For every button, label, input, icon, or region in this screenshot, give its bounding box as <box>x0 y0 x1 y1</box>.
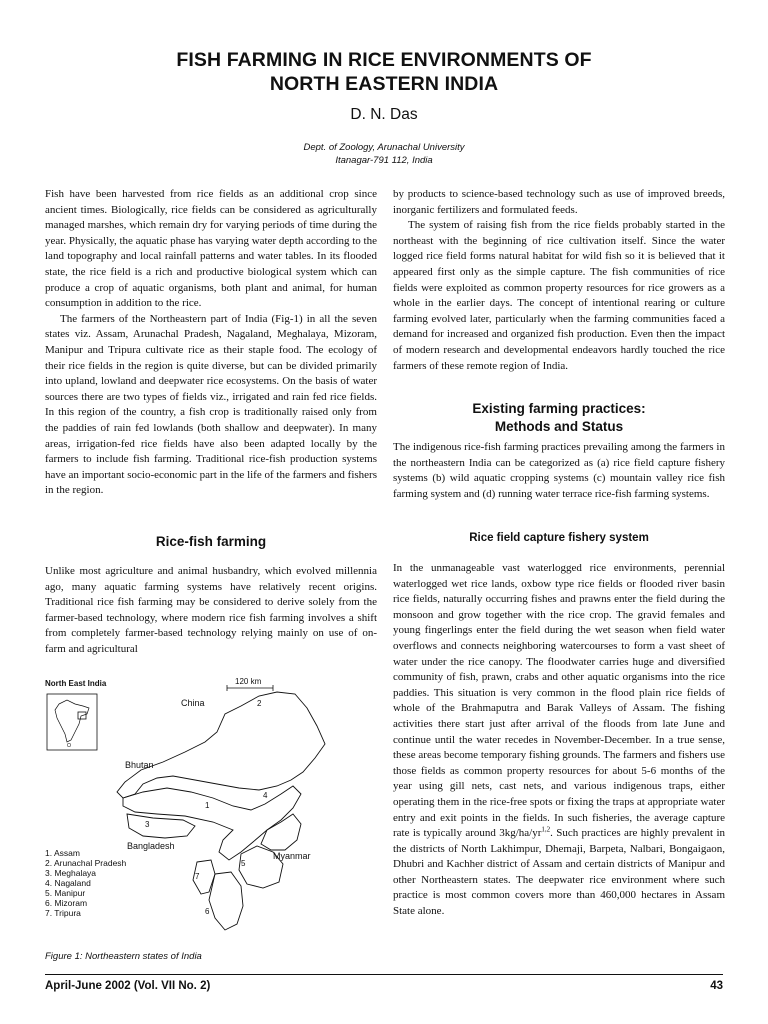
paragraph-4-part-2: . Such practices are highly prevalent in the districts of North Lakhimpur, Dhemaji, Barpeta, Nalbari, Bongaigaon, Dhubri and Kachher district of Assam and certain districts of Manipur and other Northeastern states. The deepwater rice environment where such practice is most common covers more than 460,000 hectares in Assam State alone. <box>393 827 726 918</box>
affiliation <box>0 141 768 167</box>
legend-item: 4. Nagaland <box>45 878 91 888</box>
right-column-middle <box>393 440 725 502</box>
sri-lanka-icon <box>67 743 71 747</box>
state-number-6: 6 <box>205 907 210 916</box>
subheading-capture-fishery: Rice field capture fishery system <box>469 532 649 544</box>
state-number-3: 3 <box>145 820 150 829</box>
left-paragraph-2: The farmers of the Northeastern part of India (Fig-1) in all the seven states viz. Assam, Arunachal Pradesh, Nagaland, Meghalaya, Mizoram, Manipur and Tripura cultivate rice as their staple food. The ecology of their rice fields in the region is quite diverse, but can be divided primarily into upland, lowland and deepwater rice ecosystems. On the basis of water sources there are two types of fields viz., irrigated and rain fed rice fields. In this region of the country, a fish crop is traditionally raised only from the paddies of rain fed lowlands (both shallow and deepwater). In many areas, irrigation-fed rice fields have also been adapted locally by the farmers to include fish farming. Traditional rice-fish production systems have an important socio-economic part in the life of the farmers and fishers in the region. <box>45 312 377 497</box>
left-column-bottom <box>45 564 377 658</box>
paragraph-4-part-1: In the unmanageable vast waterlogged rice environments, perennial waterlogged wet rice lands, oxbow type rice fields or flooded river basin rice fields, naturally occurring fishes and prawns enter the field during the monsoon and grow together with the rice crop. The gravid females and young fingerlings enter the field during the wet season when field water overflows and connects neighboring watercourses to form a vast sheet of water under the rice canopy. The floodwater carries huge and diversified community of fish, prawn, crabs and other aquatic organisms into the rice paddies. This situation is very common in the flood plain rice fields of whole of the Brahmaputra and Barak Valleys of Assam. The fishing activities there start just after arrival of the floods from late June and continue until the water recedes in November-December. In a true sense, these areas become temporary fishing grounds. The farmers and fishers use those fields as common property resources for about 5-6 months of the year using gill nets, cast nets, and various indigenous traps, either operating them in the rice-free spots or fixing the traps at appropriate water entry and exit points in the fields. In such fisheries, the average capture rate is typically around 3kg/ha/yr <box>393 562 725 840</box>
northeast-india-map <box>45 674 377 942</box>
title-line-2: NORTH EASTERN INDIA <box>269 73 499 95</box>
map-scale-label: 120 km <box>235 677 262 686</box>
legend-item: 7. Tripura <box>45 908 81 918</box>
article-title <box>0 48 768 96</box>
right-paragraph-1: by products to science-based technology such as use of improved breeds, inorganic fertilizers and formulated feeds. <box>393 188 725 216</box>
meghalaya-outline <box>127 814 195 838</box>
mizoram-outline <box>209 872 243 930</box>
state-number-2: 2 <box>257 699 262 708</box>
map-inset-label: North East India <box>45 679 107 688</box>
legend-item: 2. Arunachal Pradesh <box>45 858 127 868</box>
arunachal-outline <box>117 692 325 798</box>
footer-divider <box>45 974 723 975</box>
india-outline-icon <box>55 700 89 742</box>
bhutan-label: Bhutan <box>125 760 154 770</box>
state-number-5: 5 <box>241 859 246 868</box>
left-paragraph-1: Fish have been harvested from rice fields as an additional crop since ancient times. Biologically, rice fields can be considered as agriculturally managed marshes, which remain dry for varying periods of time during the year. Physically, the aquatic phase has varying water depth according to the land topography and local rainfall patterns and water tables. In its flooded state, the rice field is a rich and productive biological system which can produce a crop of aquatic organisms, both plant and animal, for human consumption in addition to the rice. <box>45 188 377 310</box>
heading-line-2: Methods and Status <box>494 419 624 434</box>
legend-item: 5. Manipur <box>45 888 86 898</box>
affiliation-line-2: Itanagar-791 112, India <box>335 155 433 166</box>
right-column-bottom <box>393 561 725 920</box>
page-number: 43 <box>710 980 723 992</box>
title-line-1: FISH FARMING IN RICE ENVIRONMENTS OF <box>176 49 592 71</box>
bangladesh-label: Bangladesh <box>127 841 175 851</box>
state-number-7: 7 <box>195 872 200 881</box>
section-heading-existing-practices <box>393 400 725 436</box>
legend-item: 3. Meghalaya <box>45 868 97 878</box>
state-number-1: 1 <box>205 801 210 810</box>
china-label: China <box>181 698 205 708</box>
right-paragraph-4 <box>393 561 725 920</box>
figure-caption: Figure 1: Northeastern states of India <box>45 951 202 962</box>
right-paragraph-2: The system of raising fish from the rice fields probably started in the northeast with the beginning of rice cultivation itself. Since the water logged rice field forms natural habitat for wild fish so it is believed that it appeared first only as the simple capture. The fish communities of rice fields were exploited as common property resources for rice growers as a whole in the earlier days. The concept of intentional rearing or culture farming evolved later, particularly when the farming communities faced a demand for increased and organized fish production. Even then the impact of modern research and developmental endeavors hardly touched the rice farmers of these remote region of India. <box>393 219 725 372</box>
affiliation-line-1: Dept. of Zoology, Arunachal University <box>303 142 465 153</box>
legend-item: 6. Mizoram <box>45 898 88 908</box>
author: D. N. Das <box>350 106 418 123</box>
heading-line-1: Existing farming practices: <box>472 401 646 416</box>
reference-superscript: 1,2 <box>541 825 551 834</box>
left-column-top <box>45 187 377 499</box>
section-heading-rice-fish-farming: Rice-fish farming <box>155 534 267 549</box>
right-column-top <box>393 187 725 374</box>
left-paragraph-3: Unlike most agriculture and animal husbandry, which evolved millennia ago, many aquatic farming systems have relatively recent origins. Traditional rice fish farming may be considered to derive solely from the farmer-based technology, where modern rice fish farming involves a shift from completely farmer-based technology relying mainly on use of on-farm and agricultural <box>45 565 377 655</box>
issue-info: April-June 2002 (Vol. VII No. 2) <box>45 980 211 992</box>
right-paragraph-3: The indigenous rice-fish farming practices prevailing among the farmers in the northeastern India can be categorized as (a) rice field capture fishery systems (b) wild aquatic cropping systems (c) mountain valley rice fish farming system and (d) running water terrace rice-fish farming systems. <box>393 441 725 500</box>
legend-item: 1. Assam <box>45 848 80 858</box>
state-number-4: 4 <box>263 791 268 800</box>
myanmar-label: Myanmar <box>273 851 311 861</box>
